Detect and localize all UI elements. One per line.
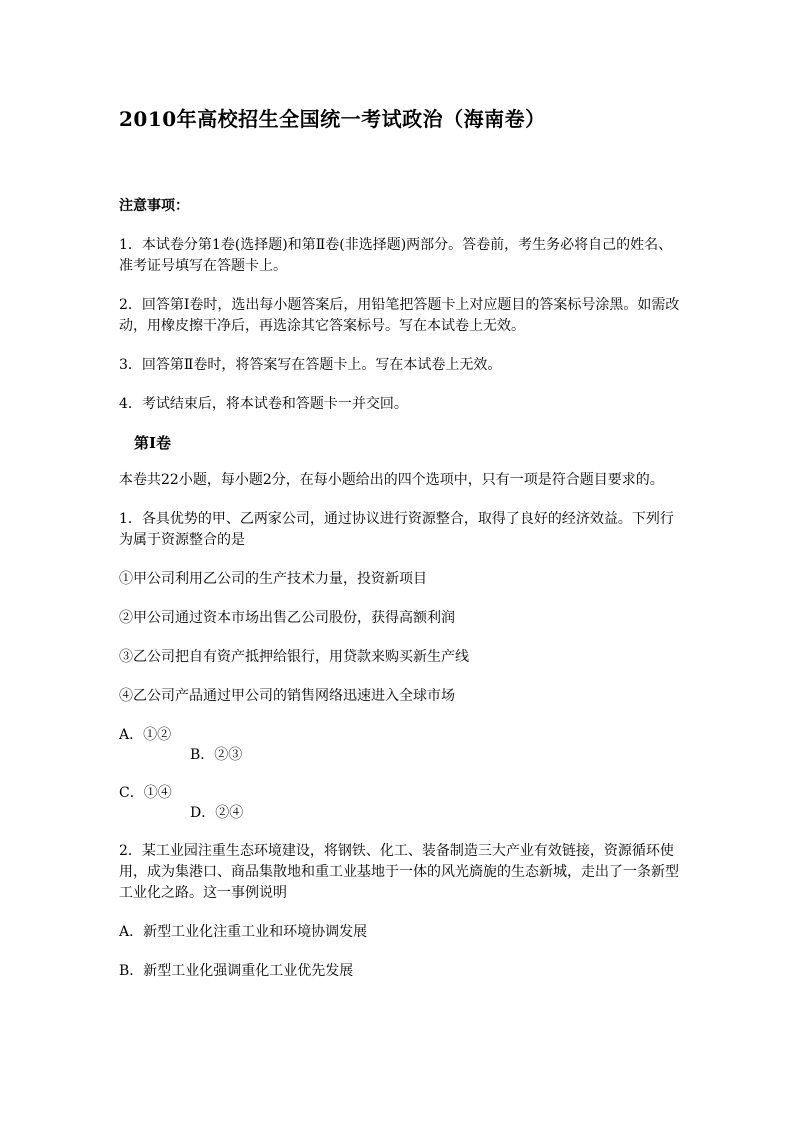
- section-heading: 第Ⅰ卷: [134, 434, 172, 452]
- notice-heading: 注意事项：: [119, 198, 189, 214]
- notice-item-4: 4．考试结束后，将本试卷和答题卡一并交回。: [119, 396, 408, 412]
- question-1-stem: 1．各具优势的甲、乙两家公司，通过协议进行资源整合，取得了良好的经济效益。下列行为属于资源整合的是: [119, 511, 674, 548]
- section-intro: 本卷共22小题，每小题2分，在每小题给出的四个选项中，只有一项是符合题目要求的。: [119, 472, 664, 488]
- question-1-statement-1: ①甲公司利用乙公司的生产技术力量，投资新项目: [119, 571, 427, 587]
- question-2-option-a: A．新型工业化注重工业和环境协调发展: [119, 924, 368, 940]
- document-content: [119, 196, 681, 1000]
- question-1-statement-3: ③乙公司把自有资产抵押给银行，用贷款来购买新生产线: [119, 649, 469, 665]
- question-1-option-c: C．①④: [119, 785, 172, 801]
- question-1-option-b: B．②③: [190, 747, 243, 763]
- question-1-statement-2: ②甲公司通过资本市场出售乙公司股份，获得高额利润: [119, 610, 455, 626]
- notice-item-1: 1．本试卷分第1卷(选择题)和第Ⅱ卷(非选择题)两部分。答卷前，考生务必将自己的姓名、准考证号填写在答题卡上。: [119, 237, 673, 274]
- question-1-option-a: A．①②: [119, 727, 172, 743]
- question-1-statement-4: ④乙公司产品通过甲公司的销售网络迅速进入全球市场: [119, 688, 455, 704]
- question-2-stem: 2．某工业园注重生态环境建设，将钢铁、化工、装备制造三大产业有效链接，资源循环使用，成为集港口、商品集散地和重工业基地于一体的风光旖旎的生态新城，走出了一条新型工业化之路。这一事例说明: [119, 843, 679, 901]
- document-title: 2010年高校招生全国统一考试政治（海南卷）: [119, 107, 546, 131]
- question-2-option-b: B．新型工业化强调重化工业优先发展: [119, 963, 354, 979]
- question-1-option-d: D．②④: [190, 805, 244, 821]
- notice-item-2: 2．回答第Ⅰ卷时，选出每小题答案后，用铅笔把答题卡上对应题目的答案标号涂黑。如需改动，用橡皮擦干净后，再选涂其它答案标号。写在本试卷上无效。: [119, 297, 680, 334]
- notice-item-3: 3．回答第Ⅱ卷时，将答案写在答题卡上。写在本试卷上无效。: [119, 357, 502, 373]
